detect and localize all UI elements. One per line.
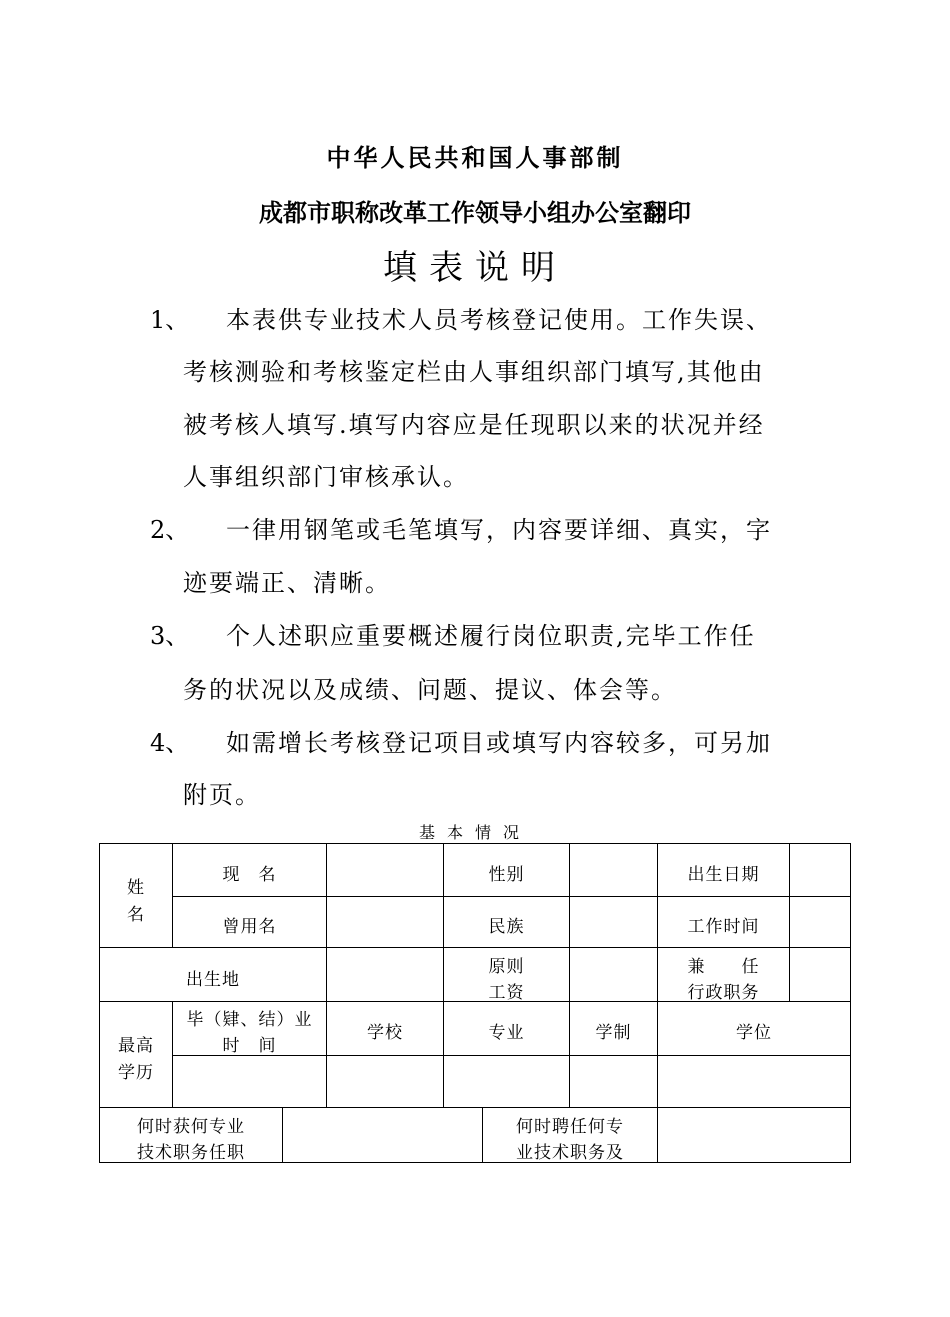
table-border	[99, 843, 851, 844]
instruction-line: 一律用钢笔或毛笔填写，内容要详细、真实，字	[226, 516, 772, 544]
concurrent-post-label: 行政职务	[687, 983, 760, 1003]
section-title: 基本情况	[418, 823, 531, 842]
major-label: 专业	[488, 1023, 525, 1043]
name-label: 姓	[127, 878, 145, 898]
table-rule	[657, 1107, 658, 1163]
table-rule	[569, 843, 570, 1108]
salary-label: 原则	[488, 957, 525, 977]
instruction-number: 2、	[150, 516, 190, 544]
grad-time-label: 毕（肄、结）业	[186, 1010, 313, 1030]
salary-label: 工资	[488, 983, 525, 1003]
concurrent-post-label: 兼 任	[687, 957, 760, 977]
instruction-line: 考核测验和考核鉴定栏由人事组织部门填写,其他由	[183, 358, 765, 386]
table-rule	[282, 1107, 283, 1163]
instruction-line: 人事组织部门审核承认。	[183, 463, 469, 491]
ethnicity-label: 民族	[488, 917, 525, 937]
instruction-number: 1、	[150, 306, 190, 334]
table-border	[850, 843, 851, 1163]
title-employed-label: 业技术职务及	[516, 1143, 624, 1163]
gender-label: 性别	[488, 865, 525, 885]
duration-label: 学制	[595, 1023, 632, 1043]
education-label: 学历	[118, 1063, 154, 1083]
table-rule	[99, 1107, 851, 1108]
title-employed-label: 何时聘任何专	[516, 1117, 624, 1137]
instruction-line: 务的状况以及成绩、问题、提议、体会等。	[183, 676, 677, 704]
title-acquired-label: 何时获何专业	[137, 1117, 245, 1137]
issuer-line: 中华人民共和国人事部制	[326, 144, 624, 172]
former-name-label: 曾用名	[222, 917, 277, 937]
instruction-line: 被考核人填写.填写内容应是任现职以来的状况并经	[183, 411, 765, 439]
table-rule	[99, 947, 851, 948]
instruction-line: 个人述职应重要概述履行岗位职责,完毕工作任	[226, 622, 756, 650]
instruction-line: 迹要端正、清晰。	[183, 569, 391, 597]
school-label: 学校	[367, 1023, 403, 1043]
table-rule	[326, 843, 327, 1108]
grad-time-label: 时 间	[222, 1036, 277, 1056]
instruction-line: 如需增长考核登记项目或填写内容较多，可另加	[226, 729, 772, 757]
instruction-number: 3、	[150, 622, 190, 650]
birthplace-label: 出生地	[186, 970, 240, 990]
title-acquired-label: 技术职务任职	[137, 1143, 245, 1163]
instruction-number: 4、	[150, 729, 190, 757]
education-label: 最高	[118, 1036, 154, 1056]
work-start-label: 工作时间	[687, 917, 760, 937]
table-rule	[172, 896, 851, 897]
instruction-line: 本表供专业技术人员考核登记使用。工作失误、	[226, 306, 772, 334]
page-title: 填表说明	[383, 248, 567, 288]
birth-date-label: 出生日期	[687, 865, 760, 885]
instruction-line: 附页。	[183, 781, 261, 809]
degree-label: 学位	[736, 1023, 772, 1043]
reprint-line: 成都市职称改革工作领导小组办公室翻印	[259, 199, 691, 227]
table-rule	[789, 843, 790, 1002]
name-label: 名	[127, 905, 145, 925]
current-name-label: 现 名	[222, 865, 277, 885]
